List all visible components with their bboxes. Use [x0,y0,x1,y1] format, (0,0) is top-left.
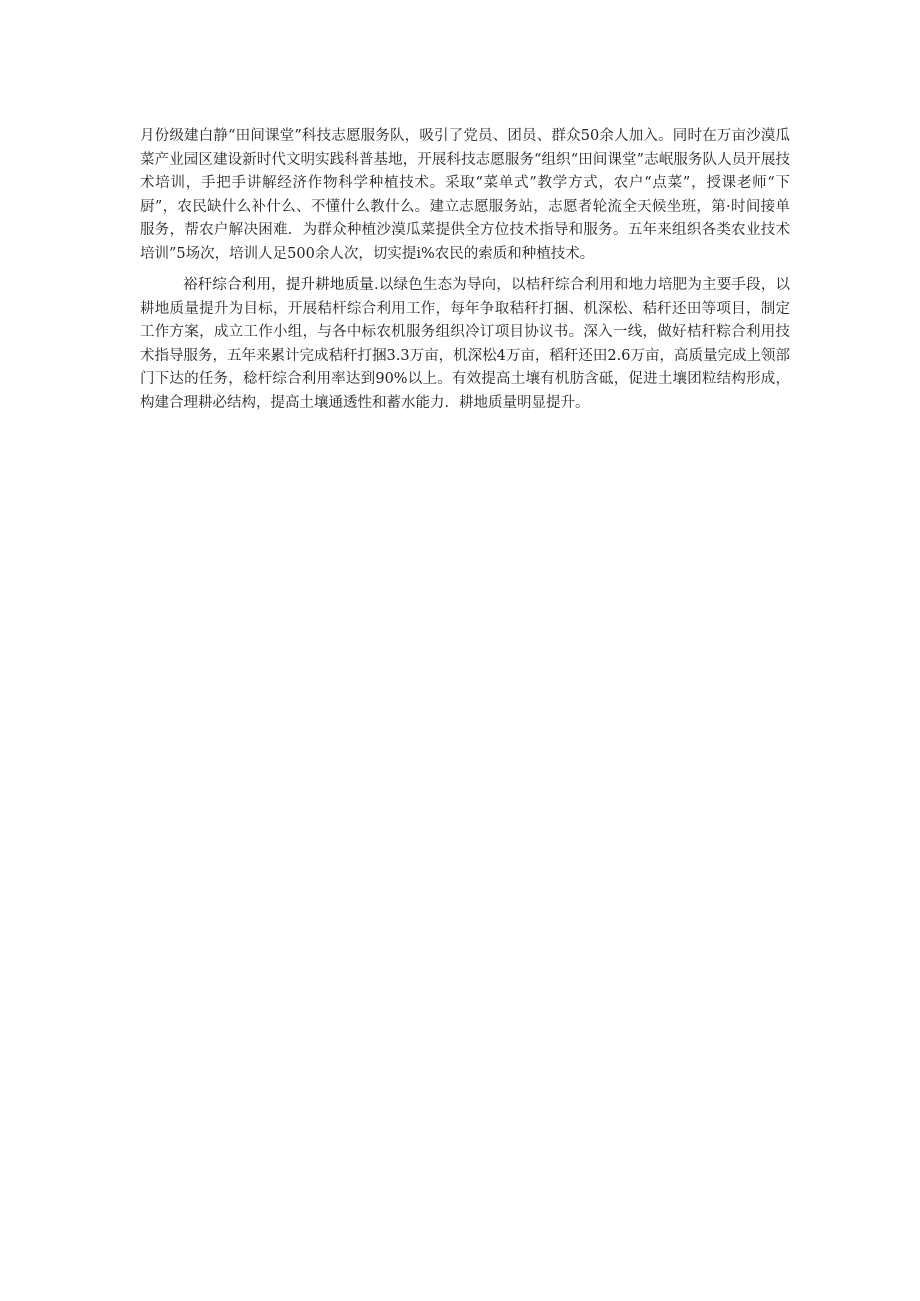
paragraph-volunteer-service [140,125,790,266]
paragraph-text: 月份级建白静“田间课堂”科技志愿服务队，吸引了党员、团员、群众50余人加入。同时在万亩沙漠瓜菜产业园区建设新时代文明实践科普基地，开展科技志愿服务“组织“田间课堂”志岷服务队人员开展技术培训，手把手讲解经济作物科学种植技术。采取“菜单式”教学方式，农户“点菜”，授课老师“下厨”，农民缺什么补什么、不懂什么教什么。建立志愿服务站，志愿者轮流全天候坐班，第·时间接单服务，帮农户解决困难．为群众种植沙漠瓜菜提供全方位技术指导和服务。五年来组织各类农业技术培训”5场次，培训人足500余人次，切实提i%农民的索质和种植技术。 [140,128,790,262]
paragraph-heading: 裕秆综合利用，提升耕地质量. [183,277,379,293]
document-body [140,125,790,415]
paragraph-straw-utilization [140,274,790,415]
paragraph-text: 以绿色生态为导向，以桔秆综合利用和地力培肥为主要手段，以耕地质量提升为目标，开展秸杆综合利用工作，每年争取秸秆打捆、机深松、秸秆还田等项目，制定工作方案，成立工作小组，与各中标农机服务组织冷订项目协议书。深入一线，做好桔秆粽合利用技术指导服务，五年来累计完成秸秆打捆3.3万亩，机深松4万亩，稻秆还田2.6万亩，高质量完成上领部门下达的任务，稔杆综合利用率达到90%以上。有效提高土壤有机肪含砥，促进土壤团粒结构形成，构建合理耕必结构，提高土壤通透性和蓄水能力．耕地质量明显提升。 [140,277,791,411]
